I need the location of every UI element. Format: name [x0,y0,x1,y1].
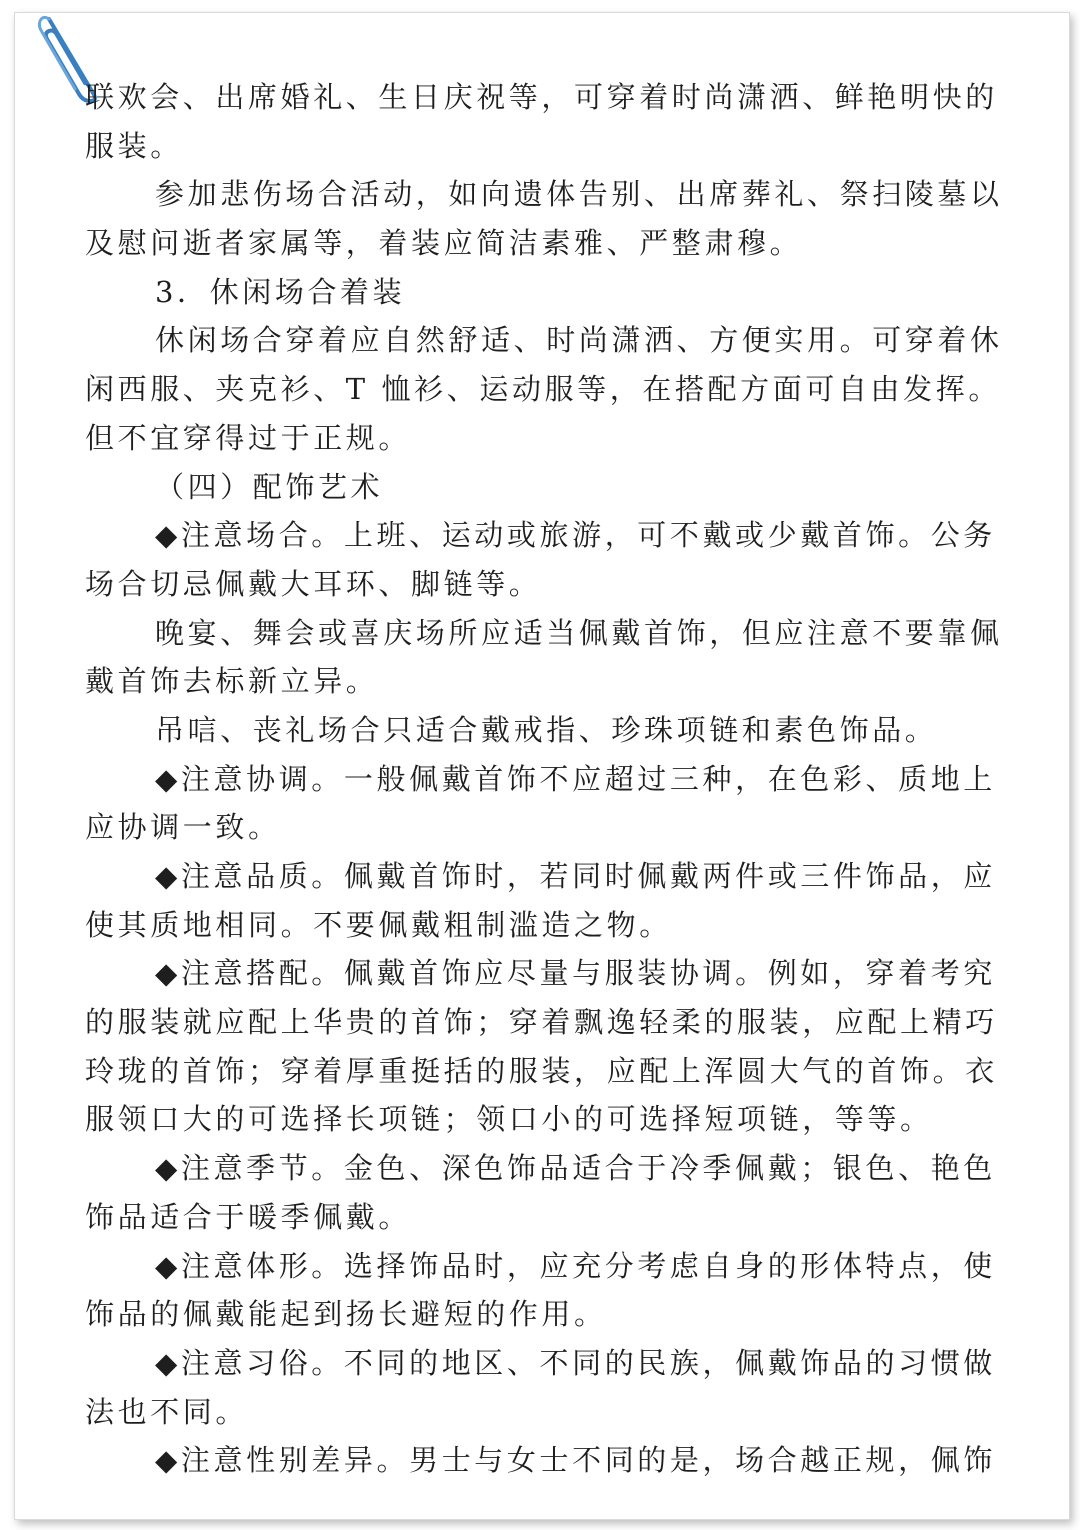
text-line: ◆注意协调。一般佩戴首饰不应超过三种，在色彩、质地上 [155,761,996,796]
text-line: 服装。 [85,128,183,163]
text-line: 场合切忌佩戴大耳环、脚链等。 [85,566,542,601]
text-line: ◆注意季节。金色、深色饰品适合于冷季佩戴；银色、艳色 [155,1151,996,1186]
text-line: 但不宜穿得过于正规。 [85,420,412,455]
text-line: 及慰问逝者家属等，着装应简洁素雅、严整肃穆。 [85,226,803,261]
text-line: 服领口大的可选择长项链；领口小的可选择短项链，等等。 [85,1102,933,1137]
document-body [85,73,1045,1485]
text-line: 饰品适合于暖季佩戴。 [85,1199,412,1234]
text-line: 玲珑的首饰；穿着厚重挺括的服装，应配上浑圆大气的首饰。衣 [85,1053,998,1088]
text-line: ◆注意习俗。不同的地区、不同的民族，佩戴饰品的习惯做 [155,1345,996,1380]
text-line: 的服装就应配上华贵的首饰；穿着飘逸轻柔的服装，应配上精巧 [85,1005,998,1040]
text-line: ◆注意场合。上班、运动或旅游，可不戴或少戴首饰。公务 [155,518,996,553]
text-line: 休闲场合穿着应自然舒适、时尚潇洒、方便实用。可穿着休 [155,323,1003,358]
text-line: ◆注意品质。佩戴首饰时，若同时佩戴两件或三件饰品，应 [155,859,996,893]
text-line: 3．休闲场合着装 [155,274,406,309]
document-page [14,12,1070,1520]
text-line: 晚宴、舞会或喜庆场所应适当佩戴首饰，但应注意不要靠佩 [155,615,1003,650]
text-line: 戴首饰去标新立异。 [85,664,379,699]
text-line: 闲西服、夹克衫、T 恤衫、运动服等，在搭配方面可自由发挥。 [85,372,1001,407]
text-line: ◆注意搭配。佩戴首饰应尽量与服装协调。例如，穿着考究 [155,956,996,991]
text-line: 应协调一致。 [85,810,281,845]
text-line: ◆注意性别差异。男士与女士不同的是，场合越正规，佩饰 [155,1443,996,1478]
text-line: 饰品的佩戴能起到扬长避短的作用。 [85,1297,607,1332]
text-line: 使其质地相同。不要佩戴粗制滥造之物。 [85,907,672,942]
text-line: （四）配饰艺术 [155,469,384,504]
text-line: 参加悲伤场合活动，如向遗体告别、出席葬礼、祭扫陵墓以 [155,177,1003,212]
text-line: ◆注意体形。选择饰品时，应充分考虑自身的形体特点，使 [155,1248,996,1283]
text-line: 法也不同。 [85,1394,249,1429]
text-line: 吊唁、丧礼场合只适合戴戒指、珍珠项链和素色饰品。 [155,712,938,747]
text-line: 联欢会、出席婚礼、生日庆祝等，可穿着时尚潇洒、鲜艳明快的 [85,80,998,114]
